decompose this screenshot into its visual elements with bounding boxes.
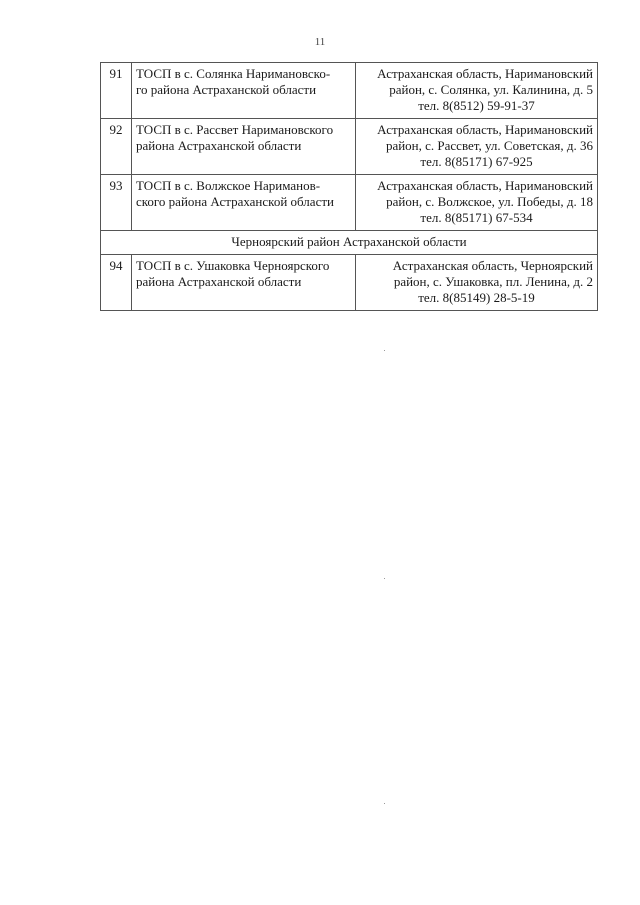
row-number: 91 — [101, 63, 132, 119]
address-line: Астраханская область, Черноярский — [392, 258, 593, 273]
office-address — [356, 119, 598, 175]
address-line: Астраханская область, Наримановский — [377, 66, 593, 81]
table-row — [101, 119, 598, 175]
office-name-line: ского района Астраханской области — [136, 194, 334, 209]
phone-line: тел. 8(85171) 67-925 — [420, 154, 533, 169]
phone-line: тел. 8(8512) 59-91-37 — [418, 98, 535, 113]
office-name-line: района Астраханской области — [136, 138, 302, 153]
office-name-line: ТОСП в с. Ушаковка Черноярского — [136, 258, 330, 273]
address-line: район, с. Солянка, ул. Калинина, д. 5 — [389, 82, 593, 97]
office-name-line: ТОСП в с. Солянка Наримановско- — [136, 66, 331, 81]
office-name-line: ТОСП в с. Рассвет Наримановского — [136, 122, 334, 137]
table-row — [101, 255, 598, 311]
phone-line: тел. 8(85149) 28-5-19 — [418, 290, 535, 305]
scan-speck — [384, 578, 385, 579]
table-row — [101, 63, 598, 119]
office-address — [356, 63, 598, 119]
address-line: Астраханская область, Наримановский — [377, 122, 593, 137]
address-line: район, с. Рассвет, ул. Советская, д. 36 — [385, 138, 593, 153]
page-number: 11 — [314, 36, 326, 48]
office-name — [132, 119, 356, 175]
scan-speck — [384, 803, 385, 804]
office-name-line: го района Астраханской области — [136, 82, 317, 97]
table-row — [101, 175, 598, 231]
row-number: 94 — [101, 255, 132, 311]
phone-line: тел. 8(85171) 67-534 — [420, 210, 533, 225]
address-line: район, с. Волжское, ул. Победы, д. 18 — [386, 194, 593, 209]
office-name — [132, 63, 356, 119]
registry-table — [100, 62, 598, 311]
office-address — [356, 255, 598, 311]
row-number: 92 — [101, 119, 132, 175]
address-line: Астраханская область, Наримановский — [377, 178, 593, 193]
office-name — [132, 175, 356, 231]
office-name — [132, 255, 356, 311]
address-line: район, с. Ушаковка, пл. Ленина, д. 2 — [393, 274, 593, 289]
scan-speck — [384, 350, 385, 351]
office-address — [356, 175, 598, 231]
office-name-line: района Астраханской области — [136, 274, 302, 289]
row-number: 93 — [101, 175, 132, 231]
district-header: Черноярский район Астраханской области — [101, 231, 598, 255]
office-name-line: ТОСП в с. Волжское Нариманов- — [136, 178, 321, 193]
district-header-row — [101, 231, 598, 255]
